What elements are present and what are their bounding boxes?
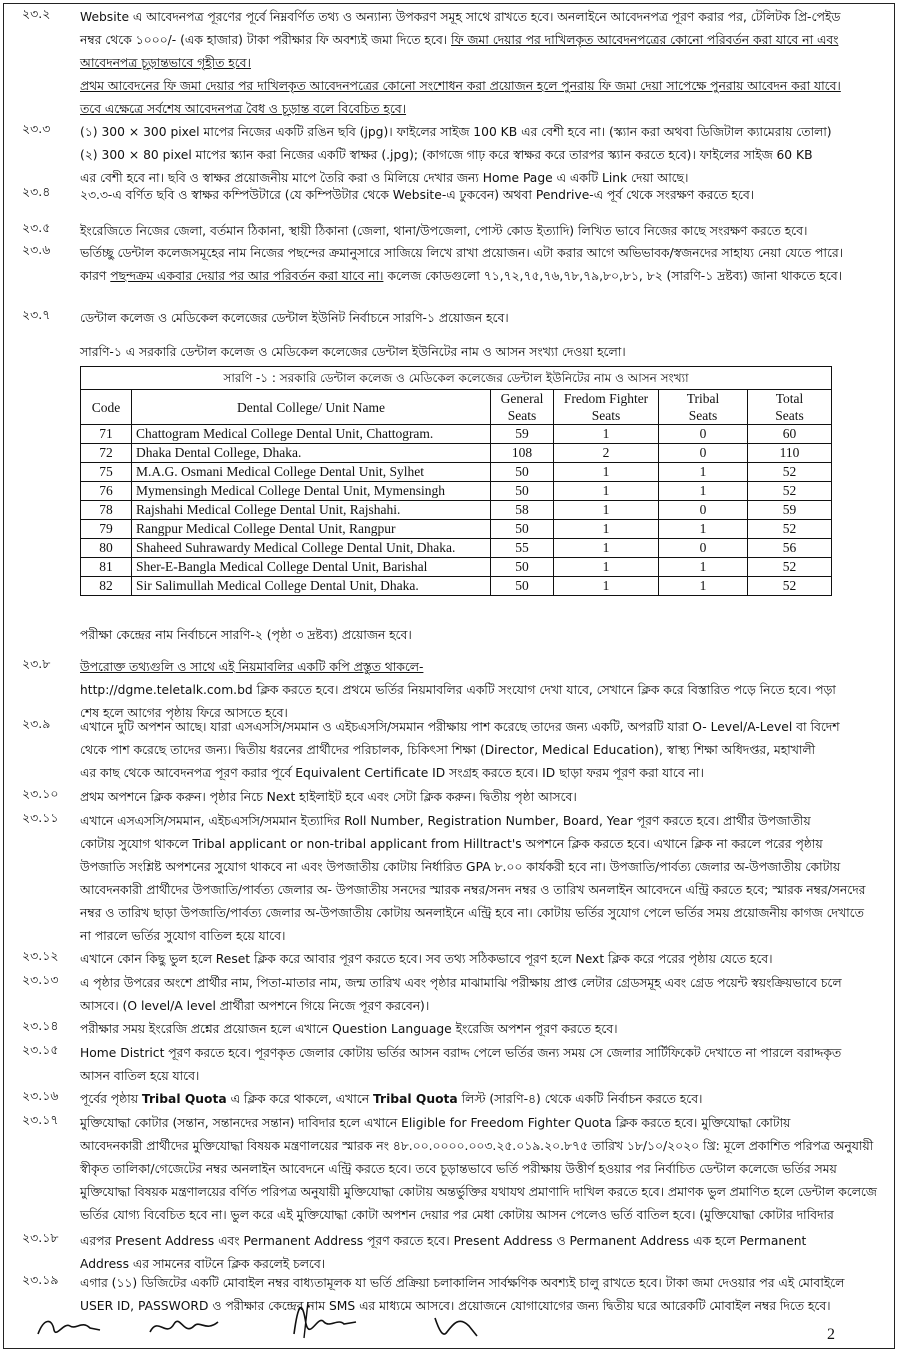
cell-tribal-seats: 1 — [659, 520, 748, 539]
underlined-text: উপরোক্ত তথ্যগুলি ও সাথে এই নিয়মাবলির একটি কপি প্রস্তুত থাকলে- — [80, 660, 424, 674]
text-span: পূর্বের পৃষ্ঠায় — [80, 1092, 138, 1106]
section-number: ২৩.১৮ — [22, 1230, 59, 1245]
table-row — [81, 501, 832, 520]
section-number: ২৩.২ — [22, 6, 51, 21]
text-line: আসন বাতিল হয়ে যাবে। — [80, 1069, 200, 1083]
cell-freedom-fighter-seats: 2 — [554, 444, 659, 463]
cell-total-seats: 110 — [748, 444, 832, 463]
section-23-5: ইংরেজিতে নিজের জেলা, বর্তমান ঠিকানা, স্থায়ী ঠিকানা (জেলা, থানা/উপজেলা, পোস্ট কোড ইত্যাদি) লিখিত ভাবে নিজের কাছে সংরক্ষণ করতে হবে। — [80, 224, 808, 238]
signature-4 — [429, 1312, 489, 1342]
text-line: এ পৃষ্ঠার উপরের অংশে প্রার্থীর নাম, পিতা-মাতার নাম, জন্ম তারিখ এবং পৃষ্ঠার মাঝামাঝি পরীক্ষায় প্রাপ্ত লেটার গ্রেডসমূহ এবং গ্রেড পয়েন্ট স্বয়ংক্রিয়ভাবে চলে — [80, 976, 842, 990]
text-line: Website এ আবেদনপত্র পূরণের পূর্বে নিম্নবর্ণিত তথ্য ও অন্যান্য উপকরণ সমূহ সাথে রাখতে হবে। অনলাইনে আবেদনপত্র পূরণ করার পর, টেলিটক প্রি-পেইড — [80, 10, 841, 24]
cell-general-seats: 50 — [491, 520, 554, 539]
cell-college-name: Rangpur Medical College Dental Unit, Rangpur — [132, 520, 491, 539]
page-number: 2 — [827, 1326, 835, 1343]
text-line: উপজাতি সংশ্লিষ্ট অপশনের সুযোগ থাকবে না এবং উপজাতীয় কোটায় নির্ধারিত GPA ৮.০০ কার্যকরী হবে না। উপজাতি/পার্বত্য জেলার অ-উপজাতীয় কোটায় — [80, 860, 841, 874]
cell-code: 71 — [81, 425, 132, 444]
section-23-13 — [80, 972, 880, 1018]
section-number: ২৩.১৭ — [22, 1112, 59, 1127]
section-23-18 — [80, 1230, 880, 1276]
text-line: স্বীকৃত তালিকা/গেজেটের নম্বর অনলাইন আবেদনে এন্ট্রি করতে হবে। তবে চূড়ান্তভাবে ভর্তি পরীক্ষায় উত্তীর্ণ হওয়ার পর নির্বাচিত ডেন্টাল কলেজে ভর্তির সময় — [80, 1162, 837, 1176]
header-text: Seats — [775, 408, 804, 423]
cell-code: 81 — [81, 558, 132, 577]
text-line: এর কাছ থেকে আবেদনপত্র পূরণ করার পূর্বে Equivalent Certificate ID সংগ্রহ করতে হবে। ID ছাড়া ফরম পূরণ করা যাবে না। — [80, 766, 704, 780]
cell-college-name: Shaheed Suhrawardy Medical College Dental Unit, Dhaka. — [132, 539, 491, 558]
header-text: Seats — [507, 408, 537, 423]
cell-tribal-seats: 0 — [659, 444, 748, 463]
cell-general-seats: 50 — [491, 558, 554, 577]
section-23-10: প্রথম অপশনে ক্লিক করুন। পৃষ্ঠার নিচে Next হাইলাইট হবে এবং সেটা ক্লিক করুন। দ্বিতীয় পৃষ্ঠা আসবে। — [80, 790, 577, 804]
table-row — [81, 577, 832, 596]
text-line: Address এর সামনের বাটনে ক্লিক করলেই চলবে। — [80, 1257, 326, 1271]
cell-total-seats: 59 — [748, 501, 832, 520]
cell-total-seats: 52 — [748, 520, 832, 539]
text-line: (১) 300 × 300 pixel মাপের নিজের একটি রঙিন ছবি (jpg)। ফাইলের সাইজ 100 KB এর বেশী হবে না। (স্ক্যান করা অথবা ডিজিটাল ক্যামেরায় তোলা) — [80, 125, 832, 139]
cell-tribal-seats: 0 — [659, 425, 748, 444]
text-line: শেষ হলে আগের পৃষ্ঠায় ফিরে আসতে হবে। — [80, 706, 288, 720]
text-line: এখানে এসএসসি/সমমান, এইচএসসি/সমমান ইত্যাদির Roll Number, Registration Number, Board, Year পূরণ করতে হবে। প্রার্থীর উপজাতীয় — [80, 814, 811, 828]
table-row — [81, 444, 832, 463]
header-text: General — [500, 391, 544, 406]
table-header-row — [81, 390, 832, 425]
cell-freedom-fighter-seats: 1 — [554, 463, 659, 482]
cell-code: 75 — [81, 463, 132, 482]
text-line: মুক্তিযোদ্ধা বিষয়ক মন্ত্রণালয়ের বর্ণিত পরিপত্র অনুযায়ী মুক্তিযোদ্ধা কোটায় অন্তর্ভুক্তির যথাযথ প্রমাণাদি দাখিল করতে হবে। প্রমাণক ভুল প্রমাণিত হলে ডেন্টাল কলেজে — [80, 1185, 877, 1199]
section-23-16 — [80, 1088, 880, 1111]
text-line — [80, 265, 880, 288]
cell-total-seats: 52 — [748, 558, 832, 577]
section-number: ২৩.১২ — [22, 948, 59, 963]
cell-college-name: Dhaka Dental College, Dhaka. — [132, 444, 491, 463]
cell-general-seats: 55 — [491, 539, 554, 558]
cell-total-seats: 56 — [748, 539, 832, 558]
text-line: (২) 300 × 80 pixel মাপের স্ক্যান করা নিজের একটি স্বাক্ষর (.jpg); (কাগজে গাঢ় করে স্বাক্ষর করে তারপর স্ক্যান করতে হবে)। ফাইলের সাইজ 60 KB — [80, 148, 813, 162]
section-number: ২৩.৭ — [22, 307, 51, 322]
underlined-text: তবে এক্ষেত্রে সর্বশেষ আবেদনপত্র বৈধ ও চূড়ান্ত বলে বিবেচিত হবে। — [80, 102, 407, 116]
section-number: ২৩.৫ — [22, 220, 51, 235]
signature-3 — [284, 1294, 364, 1344]
header-text: Seats — [591, 408, 621, 423]
text-line: এগার (১১) ডিজিটের একটি মোবাইল নম্বর বাধ্যতামূলক যা ভর্তি প্রক্রিয়া চলাকালিন সার্বক্ষণিক অবশ্যই চালু রাখতে হবে। টাকা জমা দেওয়ার পর এই মোবাইলে — [80, 1276, 845, 1290]
underlined-text: আবেদনপত্র চূড়ান্তভাবে গৃহীত হবে। — [80, 56, 251, 70]
section-23-3 — [80, 121, 880, 190]
section-23-4: ২৩.৩-এ বর্ণিত ছবি ও স্বাক্ষর কম্পিউটারে (যে কম্পিউটার থেকে Website-এ ঢুকবেন) অথবা Pendrive-এ পূর্ব থেকে সংরক্ষণ করতে হবে। — [80, 188, 755, 202]
table-row — [81, 539, 832, 558]
section-number: ২৩.৩ — [22, 121, 51, 136]
header-text: Fredom Fighter — [563, 391, 649, 406]
cell-tribal-seats: 0 — [659, 501, 748, 520]
section-23-12: এখানে কোন কিছু ভুল হলে Reset ক্লিক করে আবার পূরণ করতে হবে। সব তথ্য সঠিকভাবে পূরণ হলে Next ক্লিক করে পরের পৃষ্ঠায় যেতে হবে। — [80, 952, 773, 966]
cell-code: 72 — [81, 444, 132, 463]
cell-tribal-seats: 1 — [659, 482, 748, 501]
cell-total-seats: 60 — [748, 425, 832, 444]
cell-code: 82 — [81, 577, 132, 596]
section-23-15 — [80, 1042, 880, 1088]
cell-freedom-fighter-seats: 1 — [554, 520, 659, 539]
cell-tribal-seats: 1 — [659, 463, 748, 482]
text-line: ভর্তির যোগ্য বিবেচিত হবে না। ভুল করে এই মুক্তিযোদ্ধা কোটা অপশন দেয়ার পর মেধা কোটায় আসন পেলেও ভর্তি বাতিল হবে। (মুক্তিযোদ্ধা কোটার দাবিদার — [80, 1208, 834, 1222]
header-text: Total — [775, 391, 804, 406]
cell-total-seats: 52 — [748, 577, 832, 596]
section-number: ২৩.৯ — [22, 716, 51, 731]
section-number: ২৩.১০ — [22, 786, 59, 801]
cell-general-seats: 59 — [491, 425, 554, 444]
section-23-9 — [80, 716, 880, 785]
underlined-text: ফি জমা দেয়ার পর দাখিলকৃত আবেদনপত্রের কোনো পরিবর্তন করা যাবে না এবং — [451, 33, 839, 47]
header-text: Seats — [688, 408, 718, 423]
text-line: আবেদনকারী প্রার্থীদের উপজাতি/পার্বত্য জেলার অ- উপজাতীয় সনদের স্মারক নম্বর/সনদ নম্বর ও তারিখ অনলাইন আবেদনে এন্ট্রি করতে হবে; স্মারক নম্বর/সনদের — [80, 883, 866, 897]
cell-code: 79 — [81, 520, 132, 539]
cell-tribal-seats: 0 — [659, 539, 748, 558]
text-line: Home District পূরণ করতে হবে। পূরণকৃত জেলার কোটায় ভর্তির আসন বরাদ্দ পেলে ভর্তির জন্য সময় সে জেলার সার্টিফিকেট দেখাতে না পারলে বরাদ্দকৃত — [80, 1046, 842, 1060]
text-line: না পারলে ভর্তির সুযোগ বাতিল হয়ে যাবে। — [80, 929, 286, 943]
exam-centre-note: পরীক্ষা কেন্দ্রের নাম নির্বাচনে সারণি-২ (পৃষ্ঠা ৩ দ্রষ্টব্য) প্রয়োজন হবে। — [80, 628, 412, 642]
cell-freedom-fighter-seats: 1 — [554, 558, 659, 577]
section-23-17 — [80, 1112, 880, 1227]
bold-text: Tribal Quota — [141, 1092, 227, 1106]
signature-1 — [34, 1312, 104, 1342]
cell-code: 76 — [81, 482, 132, 501]
section-23-14: পরীক্ষার সময় ইংরেজি প্রশ্নের প্রয়োজন হলে এখানে Question Language ইংরেজি অপশন পূরণ করতে হবে। — [80, 1022, 618, 1036]
header-general — [491, 390, 554, 425]
section-23-8 — [80, 656, 880, 725]
seats-table — [80, 366, 832, 596]
cell-general-seats: 50 — [491, 577, 554, 596]
text-line — [80, 29, 880, 52]
cell-college-name: Mymensingh Medical College Dental Unit, Mymensingh — [132, 482, 491, 501]
section-number: ২৩.৪ — [22, 184, 51, 199]
text-line: মুক্তিযোদ্ধা কোটার (সন্তান, সন্তানদের সন্তান) দাবিদার হলে এখানে Eligible for Freedom Fighter Quota ক্লিক করতে হবে। মুক্তিযোদ্ধা কোটায় — [80, 1116, 791, 1130]
bold-text: Tribal Quota — [372, 1092, 458, 1106]
text-line: থেকে পাশ করেছে তাদের জন্য। দ্বিতীয় ধরনের প্রার্থীদের পরিচালক, চিকিৎসা শিক্ষা (Director, Medical Education), স্বাস্থ্য শিক্ষা অধিদপ্তর, মহাখালী — [80, 743, 816, 757]
header-total — [748, 390, 832, 425]
cell-total-seats: 52 — [748, 463, 832, 482]
cell-general-seats: 50 — [491, 482, 554, 501]
section-23-2 — [80, 6, 880, 121]
header-freedom-fighter — [554, 390, 659, 425]
cell-tribal-seats: 1 — [659, 558, 748, 577]
text-line: আসবে। (O level/A level প্রার্থীরা অপশনে গিয়ে নিজে পূরণ করবেন)। — [80, 999, 430, 1013]
text-line: নম্বর ও তারিখ ছাড়া উপজাতি/পার্বত্য জেলার অ-উপজাতীয় কোটায় অনলাইনে এন্ট্রি হবে না। কোটায় ভর্তির সুযোগ পেলে ভর্তির সময় প্রয়োজনীয় কাগজ দেখাতে — [80, 906, 864, 920]
signature-2 — [144, 1312, 224, 1342]
table-row — [81, 520, 832, 539]
table-intro: সারণি-১ এ সরকারি ডেন্টাল কলেজ ও মেডিকেল কলেজের ডেন্টাল ইউনিটের নাম ও আসন সংখ্যা দেওয়া হলো। — [80, 345, 626, 359]
cell-college-name: Sir Salimullah Medical College Dental Unit, Dhaka. — [132, 577, 491, 596]
text-line: http://dgme.teletalk.com.bd ক্লিক করতে হবে। প্রথমে ভর্তির নিয়মাবলির একটি সংযোগ দেখা যাবে, সেখানে ক্লিক করে বিস্তারিত পড়ে নিতে হবে। পড়া — [80, 683, 836, 697]
header-tribal — [659, 390, 748, 425]
cell-general-seats: 58 — [491, 501, 554, 520]
cell-general-seats: 108 — [491, 444, 554, 463]
section-number: ২৩.১১ — [22, 810, 59, 825]
text-span: কারণ — [80, 269, 107, 283]
underlined-text: পছন্দক্রম একবার দেয়ার পর আর পরিবর্তন করা যাবে না। — [110, 269, 384, 283]
cell-freedom-fighter-seats: 1 — [554, 425, 659, 444]
text-span: লিস্ট (সারণি-৪) থেকে একটি নির্বাচন করতে হবে। — [461, 1092, 703, 1106]
section-number: ২৩.৬ — [22, 242, 51, 257]
text-line: এরপর Present Address এবং Permanent Address পূরণ করতে হবে। Present Address ও Permanent Address এক হলে Permanent — [80, 1234, 807, 1248]
section-number: ২৩.৮ — [22, 656, 51, 671]
cell-freedom-fighter-seats: 1 — [554, 539, 659, 558]
section-23-6 — [80, 242, 880, 288]
cell-code: 78 — [81, 501, 132, 520]
cell-college-name: Sher-E-Bangla Medical College Dental Unit, Barishal — [132, 558, 491, 577]
section-23-11 — [80, 810, 880, 948]
cell-freedom-fighter-seats: 1 — [554, 501, 659, 520]
cell-general-seats: 50 — [491, 463, 554, 482]
text-line: কোটায় সুযোগ থাকলে Tribal applicant or non-tribal applicant from Hilltract's অপশনে ক্লিক করতে হবে। এখানে ক্লিক না করলে পরের পৃষ্ঠায় — [80, 837, 823, 851]
cell-freedom-fighter-seats: 1 — [554, 577, 659, 596]
document-page — [3, 3, 895, 1349]
header-name: Dental College/ Unit Name — [132, 390, 491, 425]
table-row — [81, 425, 832, 444]
text-span: নম্বর থেকে ১০০০/- (এক হাজার) টাকা পরীক্ষার ফি অবশ্যই জমা দিতে হবে। — [80, 33, 448, 47]
section-number: ২৩.১৬ — [22, 1088, 59, 1103]
section-number: ২৩.১৪ — [22, 1018, 59, 1033]
cell-code: 80 — [81, 539, 132, 558]
section-23-7: ডেন্টাল কলেজ ও মেডিকেল কলেজের ডেন্টাল ইউনিট নির্বাচনে সারণি-১ প্রয়োজন হবে। — [80, 311, 509, 325]
text-line: USER ID, PASSWORD ও পরীক্ষার কেন্দ্রের নাম SMS এর মাধ্যমে আসবে। প্রয়োজনে যোগাযোগের জন্য দ্বিতীয় ঘরে আরেকটি মোবাইল নম্বর দিতে হবে। — [80, 1299, 831, 1313]
text-line: এর বেশী হবে না। ছবি ও স্বাক্ষর প্রয়োজনীয় মাপে তৈরি করা ও মিলিয়ে দেখার জন্য Home Page এ একটি Link দেয়া আছে। — [80, 171, 689, 185]
cell-college-name: Rajshahi Medical College Dental Unit, Rajshahi. — [132, 501, 491, 520]
cell-total-seats: 52 — [748, 482, 832, 501]
cell-freedom-fighter-seats: 1 — [554, 482, 659, 501]
table-row — [81, 558, 832, 577]
section-number: ২৩.১৩ — [22, 972, 59, 987]
header-text: Tribal — [686, 391, 720, 406]
text-span: কলেজ কোডগুলো ৭১,৭২,৭৫,৭৬,৭৮,৭৯,৮০,৮১, ৮২ (সারণি-১ দ্রষ্টব্য) জানা থাকতে হবে। — [387, 269, 842, 283]
table-caption: সারণি -১ : সরকারি ডেন্টাল কলেজ ও মেডিকেল কলেজের ডেন্টাল ইউনিটের নাম ও আসন সংখ্যা — [81, 367, 832, 390]
header-code: Code — [81, 390, 132, 425]
text-line: আবেদনকারী প্রার্থীদের মুক্তিযোদ্ধা বিষয়ক মন্ত্রণালয়ের স্মারক নং ৪৮.০০.০০০০.০০৩.২৫.০১৯.২০.৮৭৫ তারিখ ১৮/১০/২০২০ খ্রি: মূলে প্রকাশিত পরিপত্র অনুযায়ী — [80, 1139, 874, 1153]
cell-college-name: Chattogram Medical College Dental Unit, Chattogram. — [132, 425, 491, 444]
text-span: এ ক্লিক করে থাকলে, এখানে — [230, 1092, 370, 1106]
cell-tribal-seats: 1 — [659, 577, 748, 596]
text-line: ভর্তিচ্ছু ডেন্টাল কলেজসমূহের নাম নিজের পছন্দের ক্রমানুসারে সাজিয়ে লিখে রাখা প্রয়োজন। এটা করার আগে অভিভাবক/স্বজনদের সাহায্য নেয়া যেতে পারে। — [80, 246, 844, 260]
table-row — [81, 482, 832, 501]
section-number: ২৩.১৯ — [22, 1272, 59, 1287]
cell-college-name: M.A.G. Osmani Medical College Dental Unit, Sylhet — [132, 463, 491, 482]
section-number: ২৩.১৫ — [22, 1042, 59, 1057]
underlined-text: প্রথম আবেদনের ফি জমা দেয়ার পর দাখিলকৃত আবেদনপত্রের কোনো সংশোধন করা প্রয়োজন হলে পুনরায় ফি জমা দেয়া সাপেক্ষে পুনরায় আবেদন করা যাবে। — [80, 79, 841, 93]
table-row — [81, 463, 832, 482]
text-line: এখানে দুটি অপশন আছে। যারা এসএসসি/সমমান ও এইচএসসি/সমমান পরীক্ষায় পাশ করেছে তাদের জন্য একটি, অপরটি যারা O- Level/A-Level বা বিদেশ — [80, 720, 840, 734]
